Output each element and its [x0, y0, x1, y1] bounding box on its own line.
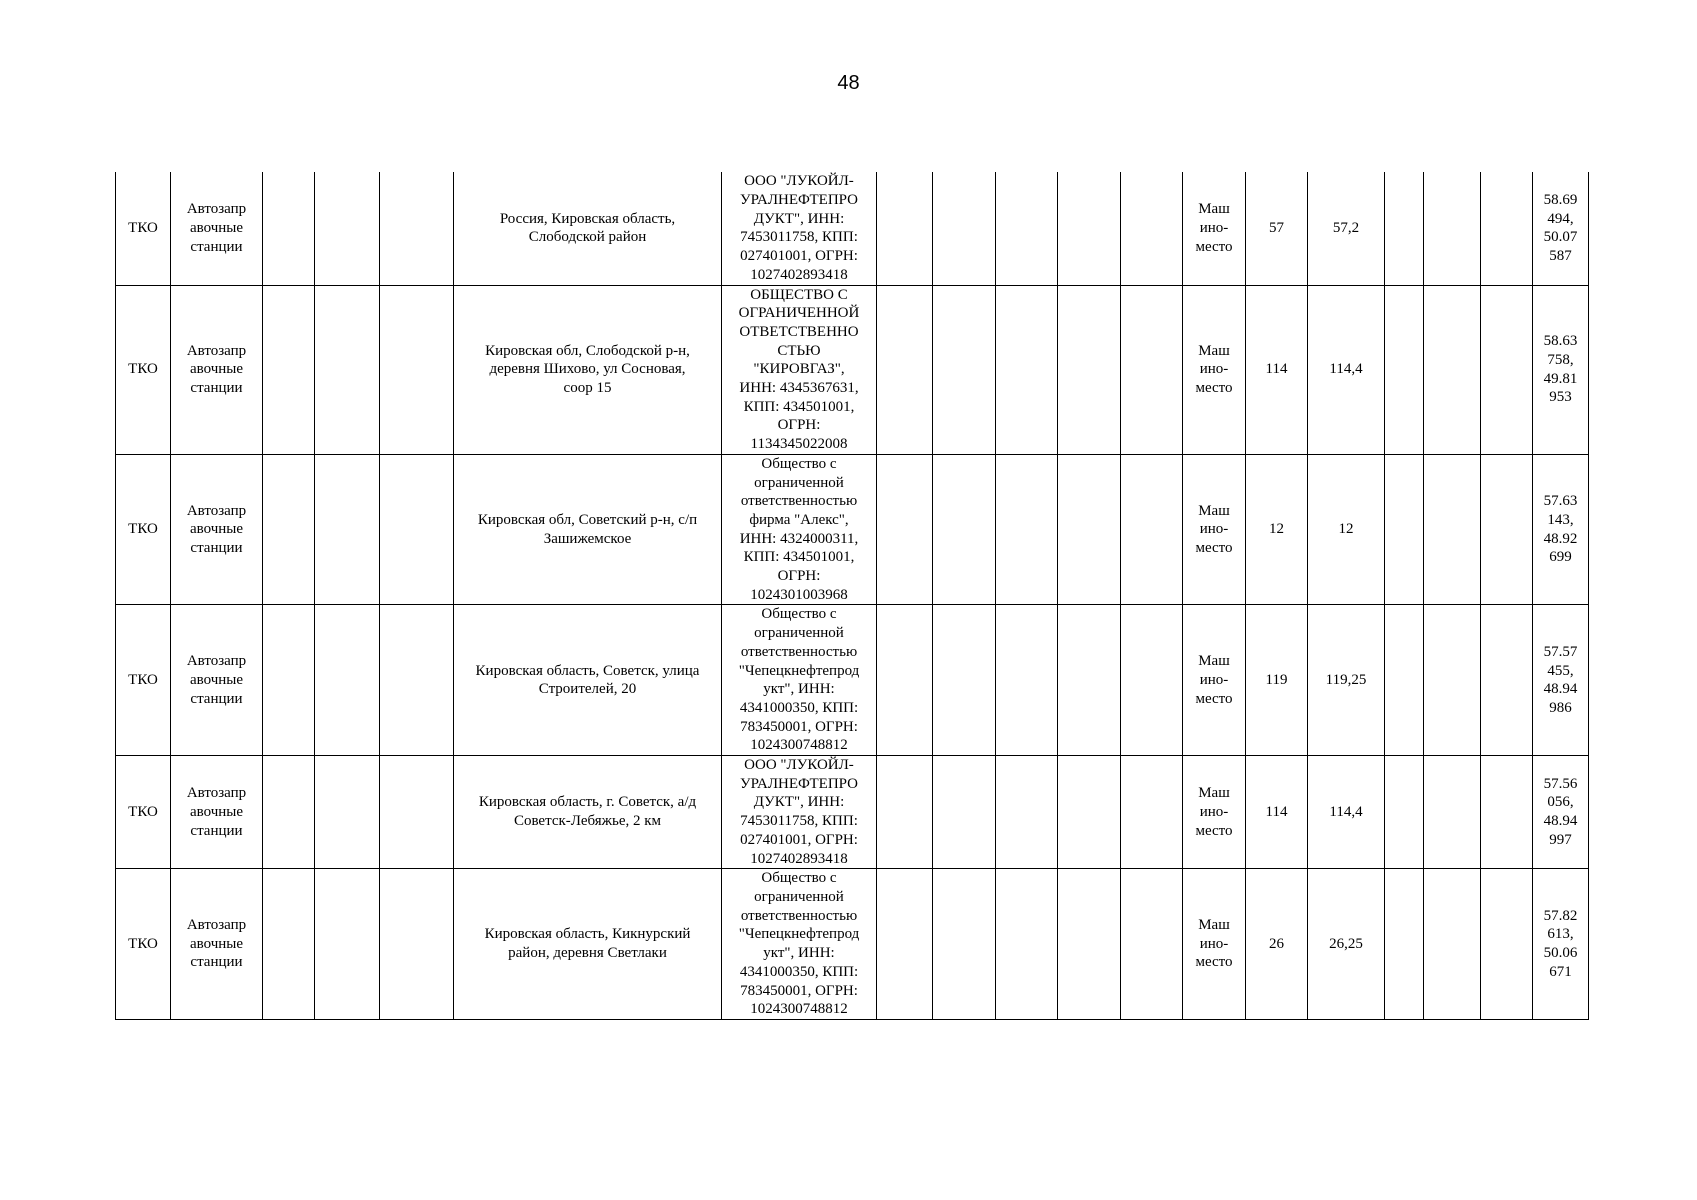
coordinates-cell: 57.56 056, 48.94 997: [1533, 756, 1589, 869]
empty-cell: [1481, 454, 1533, 605]
facilities-table: [115, 172, 1589, 1020]
empty-cell: [1121, 869, 1183, 1020]
address-cell: Кировская область, Советск, улица Строителей, 20: [454, 605, 722, 756]
empty-cell: [315, 869, 380, 1020]
empty-cell: [380, 756, 454, 869]
empty-cell: [315, 285, 380, 454]
category-cell: Автозапр авочные станции: [171, 172, 263, 285]
waste-type-cell: ТКО: [116, 172, 171, 285]
coordinates-cell: 57.57 455, 48.94 986: [1533, 605, 1589, 756]
empty-cell: [380, 605, 454, 756]
unit-cell: Маш ино- место: [1183, 605, 1246, 756]
empty-cell: [1385, 454, 1424, 605]
empty-cell: [1424, 172, 1481, 285]
unit-cell: Маш ино- место: [1183, 285, 1246, 454]
empty-cell: [1481, 756, 1533, 869]
value2-cell: 26,25: [1308, 869, 1385, 1020]
empty-cell: [263, 285, 315, 454]
category-cell: Автозапр авочные станции: [171, 454, 263, 605]
empty-cell: [877, 454, 933, 605]
empty-cell: [877, 285, 933, 454]
owner-cell: Общество с ограниченной ответственностью фирма "Алекс", ИНН: 4324000311, КПП: 434501001, ОГРН: 1024301003968: [722, 454, 877, 605]
empty-cell: [380, 869, 454, 1020]
empty-cell: [933, 756, 996, 869]
unit-cell: Маш ино- место: [1183, 869, 1246, 1020]
owner-cell: Общество с ограниченной ответственностью "Чепецкнефтепрод укт", ИНН: 4341000350, КПП: 783450001, ОГРН: 1024300748812: [722, 869, 877, 1020]
empty-cell: [1424, 454, 1481, 605]
empty-cell: [1121, 172, 1183, 285]
unit-cell: Маш ино- место: [1183, 172, 1246, 285]
empty-cell: [315, 172, 380, 285]
address-cell: Кировская область, г. Советск, а/д Советск-Лебяжье, 2 км: [454, 756, 722, 869]
empty-cell: [996, 756, 1058, 869]
empty-cell: [1424, 605, 1481, 756]
empty-cell: [1058, 454, 1121, 605]
empty-cell: [877, 605, 933, 756]
waste-type-cell: ТКО: [116, 285, 171, 454]
waste-type-cell: ТКО: [116, 454, 171, 605]
empty-cell: [1424, 285, 1481, 454]
value1-cell: 57: [1246, 172, 1308, 285]
value1-cell: 26: [1246, 869, 1308, 1020]
owner-cell: ООО "ЛУКОЙЛ- УРАЛНЕФТЕПРО ДУКТ", ИНН: 7453011758, КПП: 027401001, ОГРН: 1027402893418: [722, 756, 877, 869]
coordinates-cell: 57.63 143, 48.92 699: [1533, 454, 1589, 605]
page-number: 48: [837, 72, 860, 94]
waste-type-cell: ТКО: [116, 869, 171, 1020]
empty-cell: [380, 285, 454, 454]
empty-cell: [315, 605, 380, 756]
table-row: [116, 869, 1589, 1020]
empty-cell: [996, 172, 1058, 285]
table-row: [116, 285, 1589, 454]
table-row: [116, 454, 1589, 605]
empty-cell: [1121, 285, 1183, 454]
empty-cell: [263, 869, 315, 1020]
empty-cell: [1481, 285, 1533, 454]
category-cell: Автозапр авочные станции: [171, 605, 263, 756]
value1-cell: 114: [1246, 285, 1308, 454]
empty-cell: [877, 756, 933, 869]
category-cell: Автозапр авочные станции: [171, 756, 263, 869]
empty-cell: [1058, 869, 1121, 1020]
coordinates-cell: 58.69 494, 50.07 587: [1533, 172, 1589, 285]
address-cell: Кировская область, Кикнурский район, деревня Светлаки: [454, 869, 722, 1020]
empty-cell: [1424, 756, 1481, 869]
empty-cell: [996, 285, 1058, 454]
empty-cell: [933, 454, 996, 605]
value1-cell: 12: [1246, 454, 1308, 605]
value2-cell: 57,2: [1308, 172, 1385, 285]
empty-cell: [380, 454, 454, 605]
owner-cell: ОБЩЕСТВО С ОГРАНИЧЕННОЙ ОТВЕТСТВЕННО СТЬЮ "КИРОВГАЗ", ИНН: 4345367631, КПП: 434501001, ОГРН: 1134345022008: [722, 285, 877, 454]
table-row: [116, 605, 1589, 756]
value2-cell: 119,25: [1308, 605, 1385, 756]
empty-cell: [1424, 869, 1481, 1020]
table-row: [116, 756, 1589, 869]
address-cell: Россия, Кировская область, Слободской район: [454, 172, 722, 285]
empty-cell: [933, 605, 996, 756]
table-row: [116, 172, 1589, 285]
empty-cell: [1385, 605, 1424, 756]
empty-cell: [380, 172, 454, 285]
coordinates-cell: 58.63 758, 49.81 953: [1533, 285, 1589, 454]
empty-cell: [996, 454, 1058, 605]
empty-cell: [1385, 285, 1424, 454]
empty-cell: [1481, 172, 1533, 285]
category-cell: Автозапр авочные станции: [171, 869, 263, 1020]
value2-cell: 12: [1308, 454, 1385, 605]
empty-cell: [1058, 285, 1121, 454]
owner-cell: ООО "ЛУКОЙЛ- УРАЛНЕФТЕПРО ДУКТ", ИНН: 7453011758, КПП: 027401001, ОГРН: 1027402893418: [722, 172, 877, 285]
empty-cell: [1058, 605, 1121, 756]
empty-cell: [933, 285, 996, 454]
value2-cell: 114,4: [1308, 756, 1385, 869]
empty-cell: [996, 605, 1058, 756]
empty-cell: [263, 172, 315, 285]
empty-cell: [1058, 172, 1121, 285]
value1-cell: 114: [1246, 756, 1308, 869]
empty-cell: [877, 172, 933, 285]
value2-cell: 114,4: [1308, 285, 1385, 454]
value1-cell: 119: [1246, 605, 1308, 756]
category-cell: Автозапр авочные станции: [171, 285, 263, 454]
empty-cell: [1121, 605, 1183, 756]
unit-cell: Маш ино- место: [1183, 756, 1246, 869]
empty-cell: [1385, 172, 1424, 285]
empty-cell: [1121, 454, 1183, 605]
empty-cell: [933, 869, 996, 1020]
address-cell: Кировская обл, Слободской р-н, деревня Шихово, ул Сосновая, соор 15: [454, 285, 722, 454]
empty-cell: [315, 454, 380, 605]
address-cell: Кировская обл, Советский р-н, с/п Зашижемское: [454, 454, 722, 605]
empty-cell: [877, 869, 933, 1020]
empty-cell: [1385, 756, 1424, 869]
empty-cell: [1481, 869, 1533, 1020]
empty-cell: [1058, 756, 1121, 869]
coordinates-cell: 57.82 613, 50.06 671: [1533, 869, 1589, 1020]
unit-cell: Маш ино- место: [1183, 454, 1246, 605]
waste-type-cell: ТКО: [116, 756, 171, 869]
empty-cell: [996, 869, 1058, 1020]
empty-cell: [933, 172, 996, 285]
waste-type-cell: ТКО: [116, 605, 171, 756]
owner-cell: Общество с ограниченной ответственностью "Чепецкнефтепрод укт", ИНН: 4341000350, КПП: 783450001, ОГРН: 1024300748812: [722, 605, 877, 756]
empty-cell: [1481, 605, 1533, 756]
empty-cell: [315, 756, 380, 869]
empty-cell: [263, 756, 315, 869]
empty-cell: [1385, 869, 1424, 1020]
empty-cell: [263, 605, 315, 756]
empty-cell: [263, 454, 315, 605]
empty-cell: [1121, 756, 1183, 869]
